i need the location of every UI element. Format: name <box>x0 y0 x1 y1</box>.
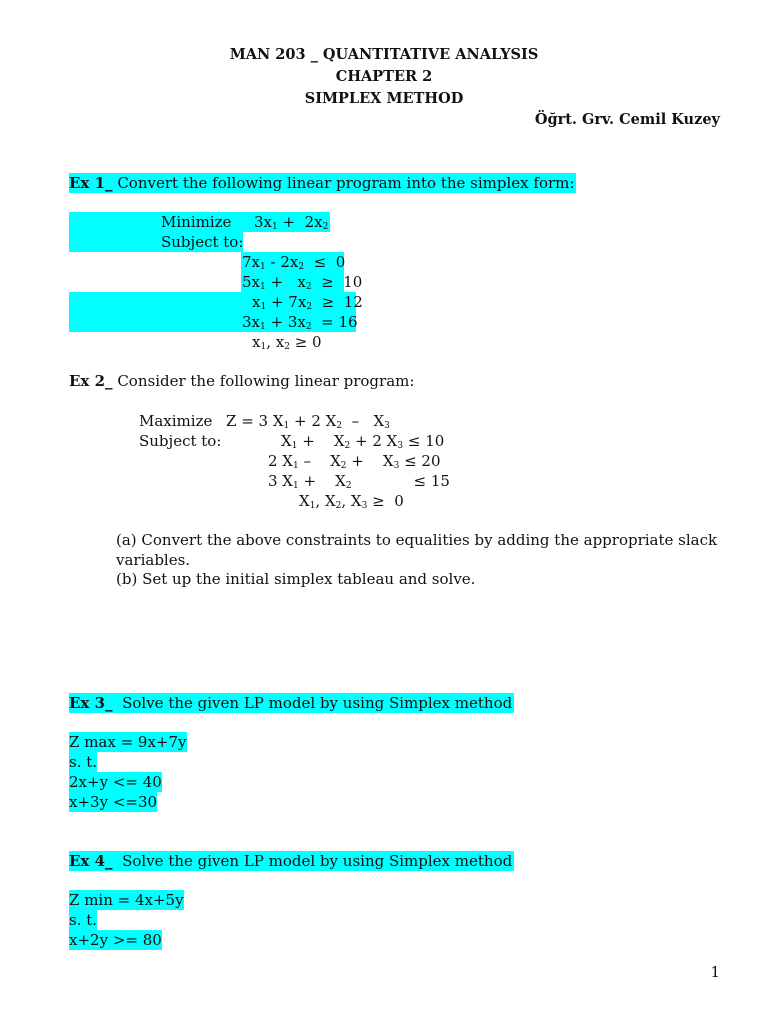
ex2-subject-to: Subject to: <box>139 432 222 450</box>
ex4-objective: Z min = 4x+5y <box>69 891 184 909</box>
ex2-part-a-line2: variables. <box>116 551 191 569</box>
ex1-prompt: Convert the following linear program into the simplex form: <box>117 174 575 192</box>
ex3-constraint-2: x+3y <=30 <box>69 793 158 811</box>
ex4-constraint-1: x+2y >= 80 <box>69 931 162 949</box>
ex4-prompt: Solve the given LP model by using Simplex method <box>122 852 513 870</box>
ex1-objective-word: Minimize <box>161 213 232 231</box>
ex1-heading <box>69 173 576 193</box>
ex2-objective-expr: Z = 3 $X_1 + 2$ $X_2 - X_3$ <box>226 412 390 431</box>
ex2-part-a-line1: (a) Convert the above constraints to equalities by adding the appropriate slack <box>116 531 718 549</box>
ex1-nonnegativity: $x_1$, $x_2 \ge 0$ <box>252 333 322 352</box>
course-title: MAN 203 _ QUANTITATIVE ANALYSIS <box>229 46 539 63</box>
ex3-label: Ex 3_ <box>69 694 113 712</box>
ex1-objective-expr: $3x_1 + 2x_2$ <box>254 213 329 232</box>
ex2-constraint-1: $X_1$ + $X_2 + 2$ $X_3 \le 10$ <box>281 432 445 451</box>
ex2-constraint-3: 3 $X_1$ + $X_2$ ≤ 15 <box>268 472 450 491</box>
ex2-nonnegativity: $X_1$, $X_2$, $X_3 \ge 0$ <box>299 492 404 511</box>
ex2-prompt: Consider the following linear program: <box>117 372 415 390</box>
ex1-constraint-3: $x_1 + 7x_2 \ge 12$ <box>252 293 363 312</box>
ex1-constraint-4: $3x_1 + 3x_2 = 16$ <box>242 313 358 332</box>
ex2-label: Ex 2_ <box>69 372 113 390</box>
ex1-label: Ex 1_ <box>69 174 113 192</box>
ex2-objective-word: Maximize <box>139 412 213 430</box>
instructor-name: Öğrt. Grv. Cemil Kuzey <box>534 111 720 128</box>
topic-title: SIMPLEX METHOD <box>304 90 464 107</box>
ex4-heading <box>69 851 514 871</box>
ex3-st: s. t. <box>69 753 98 771</box>
ex3-constraint-1: 2x+y <= 40 <box>69 773 162 791</box>
ex3-objective: Z max = 9x+7y <box>69 733 187 751</box>
ex4-st: s. t. <box>69 911 98 929</box>
ex2-part-b: (b) Set up the initial simplex tableau and solve. <box>116 570 476 588</box>
ex1-constraint-1: $7x_1 - 2x_2 \le 0$ <box>242 253 346 272</box>
ex4-label: Ex 4_ <box>69 852 113 870</box>
ex2-heading <box>69 371 414 391</box>
ex3-prompt: Solve the given LP model by using Simplex method <box>122 694 513 712</box>
ex1-constraint-2: $5x_1 + x_2 \ge 10$ <box>242 273 363 292</box>
page-number: 1 <box>710 963 720 981</box>
ex2-constraint-2: 2 $X_1$ – $X_2$ + $X_3 \le 20$ <box>268 452 441 471</box>
ex1-subject-to: Subject to: <box>161 233 244 251</box>
chapter-title: CHAPTER 2 <box>335 68 433 85</box>
ex3-heading <box>69 693 514 713</box>
